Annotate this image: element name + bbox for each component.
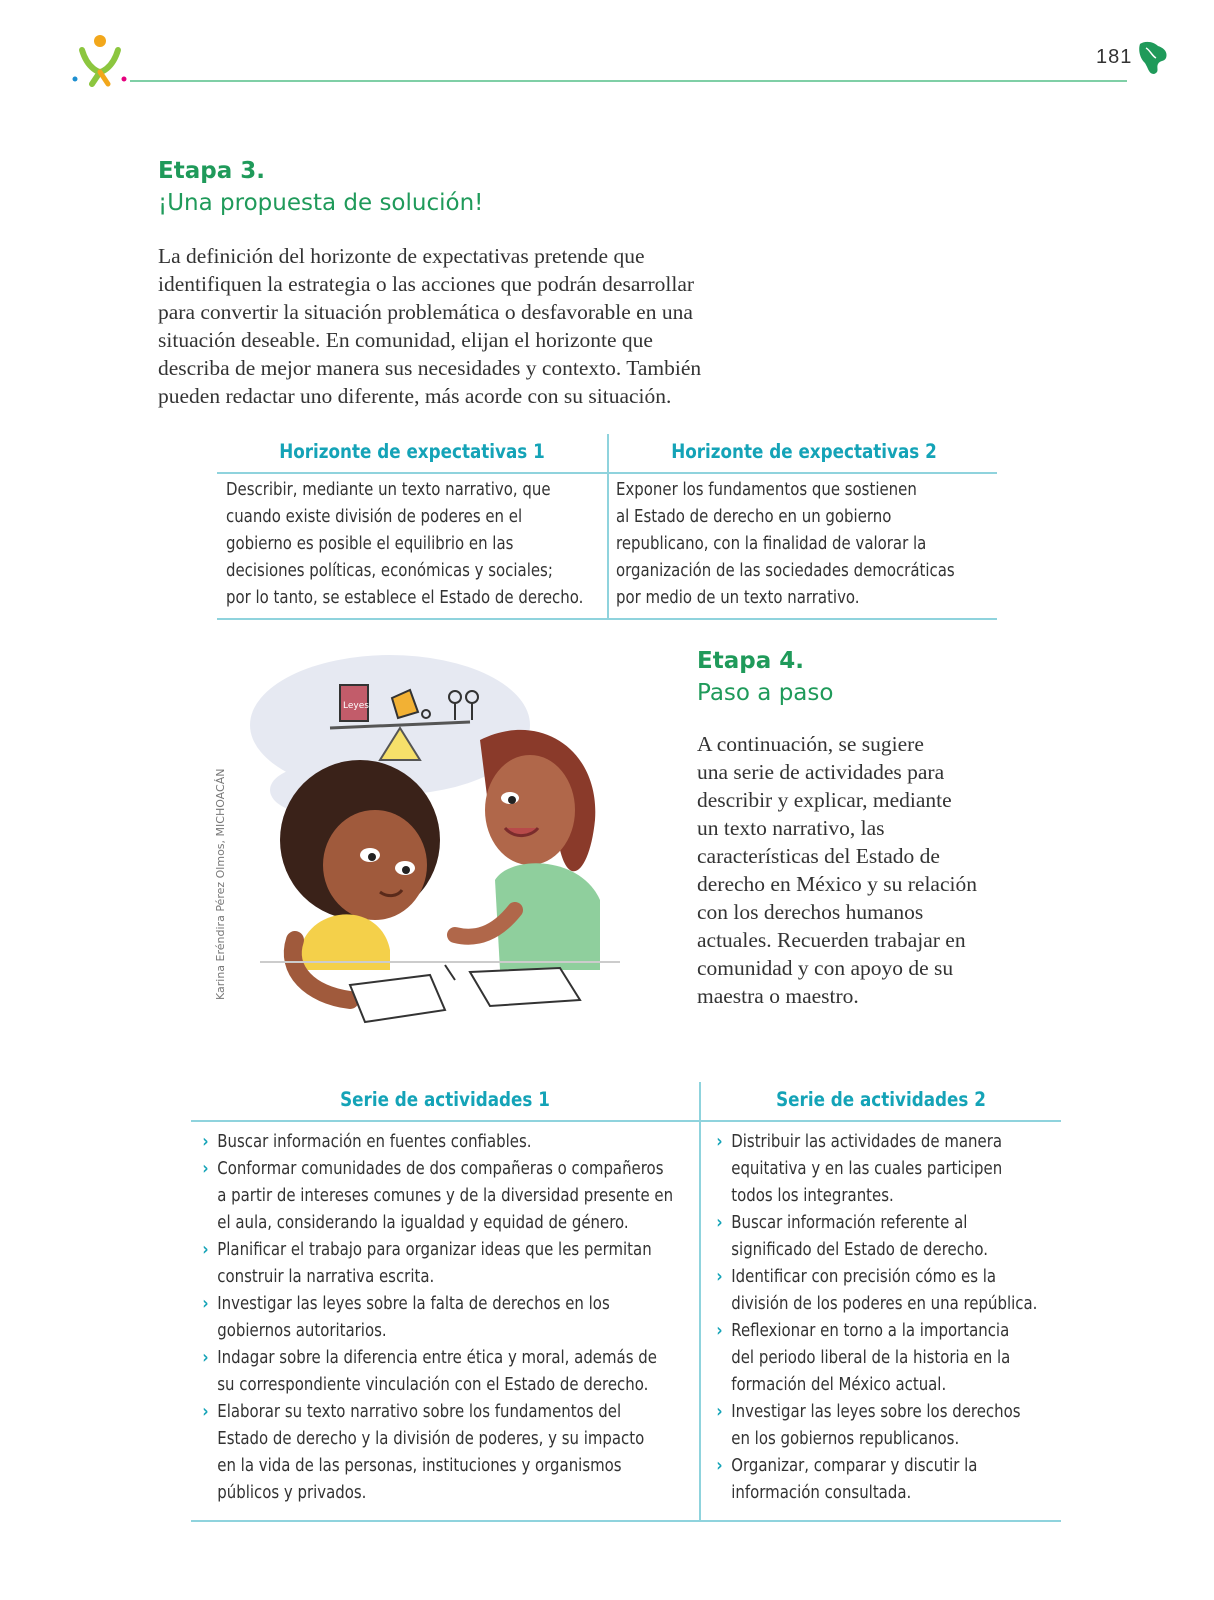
- activity-item: [713, 1209, 1037, 1263]
- activity-line: Distribuir las actividades de manera: [731, 1131, 1002, 1152]
- activity-line: su correspondiente vinculación con el Estado de derecho.: [217, 1374, 649, 1395]
- cell-line: por medio de un texto narrativo.: [616, 587, 860, 608]
- paragraph-line: características del Estado de: [697, 844, 940, 868]
- activity-line: en la vida de las personas, instituciones y organismos: [217, 1455, 622, 1476]
- bullet-icon: ›: [202, 1131, 209, 1152]
- bullet-icon: ›: [202, 1239, 209, 1260]
- expectations-header-1: Horizonte de expectativas 1: [279, 440, 545, 463]
- paragraph-line: con los derechos humanos: [697, 900, 924, 924]
- activity-item: [713, 1128, 1037, 1209]
- cell-line: al Estado de derecho en un gobierno: [616, 506, 892, 527]
- expectations-cell-1: [226, 476, 583, 611]
- table-divider: [607, 434, 609, 620]
- paragraph-line: identifiquen la estrategia o las acciones que podrán desarrollar: [158, 272, 695, 296]
- table-divider: [191, 1520, 1061, 1522]
- activity-line: el aula, considerando la igualdad y equidad de género.: [217, 1212, 629, 1233]
- bullet-icon: ›: [716, 1401, 723, 1422]
- activity-line: públicos y privados.: [217, 1482, 367, 1503]
- cell-line: organización de las sociedades democráticas: [616, 560, 955, 581]
- activity-item: [199, 1398, 673, 1506]
- activity-line: Estado de derecho y la división de poderes, y su impacto: [217, 1428, 645, 1449]
- activity-line: Buscar información en fuentes confiables.: [217, 1131, 532, 1152]
- activity-line: Conformar comunidades de dos compañeras o compañeros: [217, 1158, 664, 1179]
- activities-list-2: [713, 1128, 1037, 1506]
- paragraph-line: pueden redactar uno diferente, más acorde con su situación.: [158, 384, 672, 408]
- page-number: 181: [1096, 46, 1133, 68]
- activity-line: todos los integrantes.: [731, 1185, 894, 1206]
- activity-line: del periodo liberal de la historia en la: [731, 1347, 1011, 1368]
- bullet-icon: ›: [202, 1401, 209, 1422]
- cell-line: cuando existe división de poderes en el: [226, 506, 523, 527]
- activity-line: formación del México actual.: [731, 1374, 947, 1395]
- table-divider: [217, 618, 997, 620]
- stage3-title: ¡Una propuesta de solución!: [158, 190, 484, 216]
- bullet-icon: ›: [202, 1293, 209, 1314]
- bullet-icon: ›: [716, 1266, 723, 1287]
- activity-line: Reflexionar en torno a la importancia: [731, 1320, 1010, 1341]
- activity-item: [199, 1344, 673, 1398]
- activity-line: división de los poderes en una república.: [731, 1293, 1038, 1314]
- stage4-paragraph: [697, 730, 1027, 1010]
- activities-header-2: Serie de actividades 2: [776, 1088, 986, 1111]
- bullet-icon: ›: [202, 1158, 209, 1179]
- stage4-title: Paso a paso: [697, 680, 834, 706]
- activity-line: en los gobiernos republicanos.: [731, 1428, 960, 1449]
- bullet-icon: ›: [716, 1455, 723, 1476]
- cell-line: por lo tanto, se establece el Estado de derecho.: [226, 587, 584, 608]
- paragraph-line: una serie de actividades para: [697, 760, 945, 784]
- paragraph-line: para convertir la situación problemática o desfavorable en una: [158, 300, 693, 324]
- activity-line: Investigar las leyes sobre la falta de derechos en los: [217, 1293, 610, 1314]
- activity-line: información consultada.: [731, 1482, 912, 1503]
- paragraph-line: comunidad y con apoyo de su: [697, 956, 954, 980]
- activity-line: Identificar con precisión cómo es la: [731, 1266, 997, 1287]
- paragraph-line: La definición del horizonte de expectativas pretende que: [158, 244, 645, 268]
- cell-line: decisiones políticas, económicas y sociales;: [226, 560, 553, 581]
- cell-line: republicano, con la finalidad de valorar la: [616, 533, 927, 554]
- bullet-icon: ›: [716, 1320, 723, 1341]
- paragraph-line: describir y explicar, mediante: [697, 788, 952, 812]
- activity-line: Investigar las leyes sobre los derechos: [731, 1401, 1021, 1422]
- paragraph-line: A continuación, se sugiere: [697, 732, 924, 756]
- activity-line: Elaborar su texto narrativo sobre los fundamentos del: [217, 1401, 622, 1422]
- paragraph-line: maestra o maestro.: [697, 984, 859, 1008]
- paragraph-line: describa de mejor manera sus necesidades y contexto. También: [158, 356, 702, 380]
- cell-line: gobierno es posible el equilibrio en las: [226, 533, 514, 554]
- activity-item: [713, 1263, 1037, 1317]
- activity-item: [199, 1290, 673, 1344]
- activity-item: [199, 1155, 673, 1236]
- activity-item: [713, 1452, 1037, 1506]
- stage3-number: Etapa 3.: [158, 158, 265, 184]
- cell-line: Exponer los fundamentos que sostienen: [616, 479, 917, 500]
- table-divider: [699, 1082, 701, 1522]
- expectations-header-2: Horizonte de expectativas 2: [671, 440, 937, 463]
- cell-line: Describir, mediante un texto narrativo, que: [226, 479, 551, 500]
- expectations-table: [217, 434, 997, 620]
- bullet-icon: ›: [202, 1347, 209, 1368]
- mexico-map-icon: [1136, 38, 1170, 76]
- paragraph-line: situación deseable. En comunidad, elijan el horizonte que: [158, 328, 653, 352]
- paragraph-line: actuales. Recuerden trabajar en: [697, 928, 966, 952]
- activity-line: equitativa y en las cuales participen: [731, 1158, 1003, 1179]
- activities-list-1: [199, 1128, 673, 1506]
- bullet-icon: ›: [716, 1131, 723, 1152]
- activity-line: Buscar información referente al: [731, 1212, 968, 1233]
- book-label: Leyes: [343, 701, 369, 711]
- activity-item: [713, 1317, 1037, 1398]
- activity-item: [199, 1128, 673, 1155]
- activity-line: Indagar sobre la diferencia entre ética y moral, además de: [217, 1347, 657, 1368]
- expectations-cell-2: [616, 476, 955, 611]
- figure-logo-icon: [70, 32, 130, 87]
- bullet-icon: ›: [716, 1212, 723, 1233]
- activity-line: significado del Estado de derecho.: [731, 1239, 989, 1260]
- stage4-number: Etapa 4.: [697, 648, 804, 674]
- illustration-credit: Karina Eréndira Pérez Olmos, MICHOACÁN: [214, 768, 227, 1000]
- activity-item: [199, 1236, 673, 1290]
- activities-header-1: Serie de actividades 1: [340, 1088, 550, 1111]
- activity-line: Organizar, comparar y discutir la: [731, 1455, 978, 1476]
- activities-table: [191, 1082, 1061, 1522]
- students-illustration: [240, 650, 640, 1050]
- stage3-paragraph: [158, 242, 758, 410]
- header-rule: [130, 80, 1127, 82]
- activity-line: a partir de intereses comunes y de la diversidad presente en: [217, 1185, 674, 1206]
- activity-item: [713, 1398, 1037, 1452]
- activity-line: construir la narrativa escrita.: [217, 1266, 435, 1287]
- activity-line: Planificar el trabajo para organizar ideas que les permitan: [217, 1239, 652, 1260]
- paragraph-line: derecho en México y su relación: [697, 872, 977, 896]
- activity-line: gobiernos autoritarios.: [217, 1320, 387, 1341]
- table-divider: [191, 1120, 1061, 1122]
- paragraph-line: un texto narrativo, las: [697, 816, 885, 840]
